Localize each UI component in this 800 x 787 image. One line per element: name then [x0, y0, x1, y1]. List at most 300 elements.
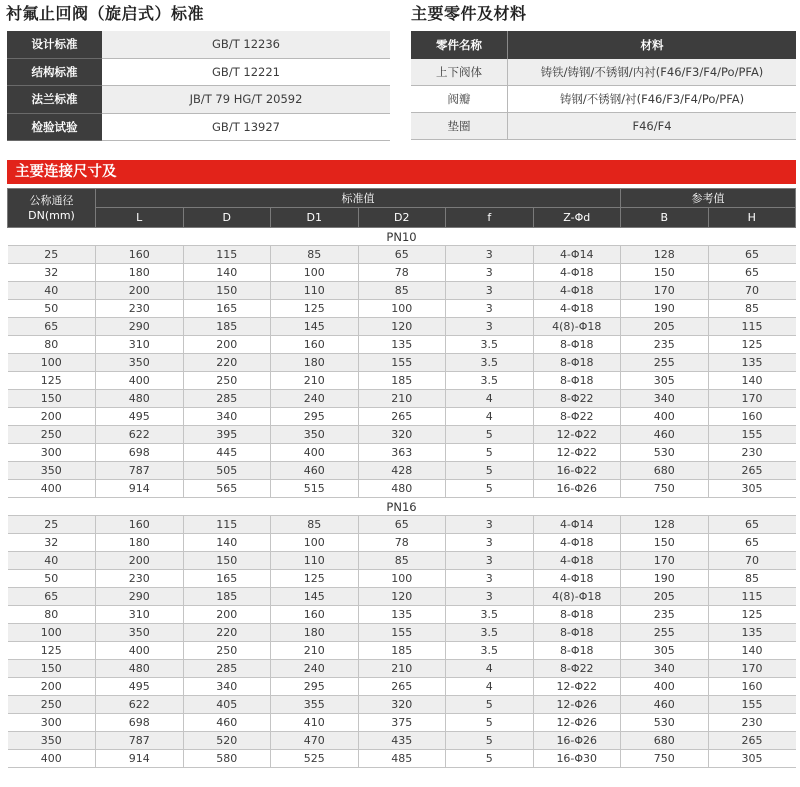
table-cell: 230	[708, 444, 796, 462]
table-cell: 4-Φ18	[533, 282, 621, 300]
table-cell: 8-Φ18	[533, 372, 621, 390]
table-cell: 165	[183, 300, 271, 318]
table-cell: 32	[8, 534, 96, 552]
table-row	[8, 516, 796, 534]
table-row	[8, 426, 796, 444]
table-cell: 230	[96, 570, 184, 588]
table-row	[8, 750, 796, 768]
table-cell: 295	[271, 678, 359, 696]
table-cell: 65	[8, 588, 96, 606]
table-cell: 750	[621, 750, 709, 768]
table-cell: 12-Φ22	[533, 426, 621, 444]
table-row	[8, 660, 796, 678]
ref-group-header: 参考值	[621, 189, 796, 208]
table-cell: 8-Φ22	[533, 660, 621, 678]
table-cell: 135	[358, 336, 446, 354]
standards-title: 衬氟止回阀（旋启式）标准	[6, 4, 205, 23]
standards-row	[7, 31, 390, 58]
table-cell: 12-Φ22	[533, 678, 621, 696]
table-cell: 4	[446, 678, 534, 696]
table-cell: 150	[8, 660, 96, 678]
table-cell: 265	[708, 462, 796, 480]
table-cell: 135	[708, 354, 796, 372]
table-cell: 65	[708, 534, 796, 552]
table-cell: 250	[183, 372, 271, 390]
table-cell: 355	[271, 696, 359, 714]
table-cell: 295	[271, 408, 359, 426]
table-cell: 160	[708, 408, 796, 426]
table-row	[8, 390, 796, 408]
table-cell: 5	[446, 696, 534, 714]
col-header-D: D	[183, 208, 271, 228]
dn-header	[8, 189, 96, 228]
col-header-f: f	[446, 208, 534, 228]
table-cell: 12-Φ26	[533, 714, 621, 732]
table-cell: 100	[358, 300, 446, 318]
table-cell: 622	[96, 426, 184, 444]
table-cell: 85	[708, 300, 796, 318]
table-cell: 155	[708, 696, 796, 714]
table-row	[8, 336, 796, 354]
table-cell: 155	[358, 354, 446, 372]
table-cell: 200	[8, 678, 96, 696]
table-row	[8, 534, 796, 552]
table-cell: 435	[358, 732, 446, 750]
table-cell: 8-Φ22	[533, 390, 621, 408]
table-cell: 85	[708, 570, 796, 588]
standard-value: GB/T 12221	[102, 58, 390, 86]
table-cell: 145	[271, 588, 359, 606]
standard-label: 检验试验	[7, 113, 102, 141]
table-cell: 230	[708, 714, 796, 732]
table-cell: 165	[183, 570, 271, 588]
table-cell: 185	[183, 318, 271, 336]
table-cell: 460	[621, 426, 709, 444]
table-cell: 340	[183, 678, 271, 696]
table-cell: 160	[96, 516, 184, 534]
table-cell: 3	[446, 534, 534, 552]
standard-label: 设计标准	[7, 31, 102, 58]
table-cell: 128	[621, 516, 709, 534]
table-cell: 5	[446, 480, 534, 498]
table-row	[8, 408, 796, 426]
table-cell: 16-Φ30	[533, 750, 621, 768]
standard-label: 法兰标准	[7, 86, 102, 114]
table-cell: 200	[183, 336, 271, 354]
parts-title: 主要零件及材料	[411, 4, 527, 23]
table-cell: 4	[446, 408, 534, 426]
table-cell: 160	[708, 678, 796, 696]
table-row	[8, 444, 796, 462]
table-cell: 115	[183, 516, 271, 534]
parts-row	[411, 59, 796, 86]
table-cell: 914	[96, 480, 184, 498]
table-cell: 220	[183, 354, 271, 372]
table-cell: 12-Φ26	[533, 696, 621, 714]
table-cell: 5	[446, 444, 534, 462]
table-cell: 250	[183, 642, 271, 660]
table-cell: 515	[271, 480, 359, 498]
table-cell: 495	[96, 678, 184, 696]
table-cell: 485	[358, 750, 446, 768]
parts-header-part: 零件名称	[411, 31, 508, 59]
table-cell: 405	[183, 696, 271, 714]
table-cell: 150	[183, 552, 271, 570]
table-cell: 4-Φ14	[533, 246, 621, 264]
table-cell: 200	[96, 552, 184, 570]
table-cell: 180	[96, 264, 184, 282]
table-cell: 350	[8, 462, 96, 480]
table-cell: 305	[621, 642, 709, 660]
table-cell: 300	[8, 714, 96, 732]
table-cell: 525	[271, 750, 359, 768]
standard-label: 结构标准	[7, 58, 102, 86]
table-cell: 340	[621, 660, 709, 678]
table-cell: 65	[708, 264, 796, 282]
table-cell: 16-Φ22	[533, 462, 621, 480]
table-cell: 4-Φ18	[533, 264, 621, 282]
table-row	[8, 318, 796, 336]
table-cell: 180	[271, 624, 359, 642]
table-row	[8, 480, 796, 498]
col-header-H: H	[708, 208, 796, 228]
col-header-B: B	[621, 208, 709, 228]
table-cell: 530	[621, 714, 709, 732]
table-cell: 160	[271, 336, 359, 354]
table-cell: 265	[358, 678, 446, 696]
table-cell: 310	[96, 606, 184, 624]
table-cell: 5	[446, 714, 534, 732]
standard-value: GB/T 13927	[102, 113, 390, 141]
table-cell: 100	[8, 354, 96, 372]
table-cell: 170	[621, 282, 709, 300]
table-cell: 210	[358, 390, 446, 408]
table-cell: 185	[183, 588, 271, 606]
table-cell: 375	[358, 714, 446, 732]
table-cell: 3.5	[446, 372, 534, 390]
part-name: 上下阀体	[411, 59, 508, 86]
table-cell: 4-Φ14	[533, 516, 621, 534]
table-cell: 85	[271, 246, 359, 264]
table-cell: 78	[358, 264, 446, 282]
table-cell: 210	[358, 660, 446, 678]
table-cell: 65	[708, 246, 796, 264]
table-cell: 128	[621, 246, 709, 264]
standard-value: GB/T 12236	[102, 31, 390, 58]
table-cell: 25	[8, 516, 96, 534]
table-row	[8, 282, 796, 300]
table-row	[8, 264, 796, 282]
dimensions-header-row	[8, 189, 796, 208]
table-cell: 505	[183, 462, 271, 480]
table-cell: 125	[8, 372, 96, 390]
table-cell: 5	[446, 462, 534, 480]
part-name: 阀瓣	[411, 86, 508, 113]
table-cell: 350	[96, 354, 184, 372]
table-cell: 210	[271, 372, 359, 390]
table-cell: 8-Φ18	[533, 606, 621, 624]
table-cell: 100	[8, 624, 96, 642]
table-cell: 150	[621, 534, 709, 552]
table-cell: 460	[621, 696, 709, 714]
table-cell: 5	[446, 426, 534, 444]
table-cell: 155	[358, 624, 446, 642]
table-cell: 787	[96, 462, 184, 480]
dimensions-subheader-row	[8, 208, 796, 228]
table-cell: 135	[708, 624, 796, 642]
table-cell: 4(8)-Φ18	[533, 588, 621, 606]
table-cell: 3	[446, 516, 534, 534]
table-cell: 78	[358, 534, 446, 552]
table-cell: 155	[708, 426, 796, 444]
table-cell: 255	[621, 624, 709, 642]
table-cell: 140	[708, 642, 796, 660]
table-cell: 3	[446, 282, 534, 300]
std-group-header: 标准值	[96, 189, 621, 208]
table-cell: 400	[96, 372, 184, 390]
table-cell: 220	[183, 624, 271, 642]
table-cell: 787	[96, 732, 184, 750]
parts-row	[411, 86, 796, 113]
table-cell: 235	[621, 336, 709, 354]
table-cell: 4-Φ18	[533, 570, 621, 588]
table-cell: 290	[96, 588, 184, 606]
table-row	[8, 570, 796, 588]
table-row	[8, 354, 796, 372]
table-cell: 4	[446, 660, 534, 678]
table-cell: 190	[621, 300, 709, 318]
table-cell: 115	[708, 318, 796, 336]
table-cell: 3.5	[446, 336, 534, 354]
table-row	[8, 300, 796, 318]
table-row	[8, 714, 796, 732]
table-cell: 110	[271, 552, 359, 570]
table-cell: 400	[96, 642, 184, 660]
table-cell: 135	[358, 606, 446, 624]
table-row	[8, 624, 796, 642]
standard-value: JB/T 79 HG/T 20592	[102, 86, 390, 114]
table-cell: 480	[358, 480, 446, 498]
table-cell: 50	[8, 570, 96, 588]
table-cell: 320	[358, 426, 446, 444]
table-cell: 250	[8, 426, 96, 444]
standards-row	[7, 86, 390, 114]
table-cell: 150	[8, 390, 96, 408]
table-cell: 185	[358, 372, 446, 390]
pressure-group-row	[8, 498, 796, 516]
table-cell: 285	[183, 660, 271, 678]
table-cell: 340	[621, 390, 709, 408]
table-cell: 250	[8, 696, 96, 714]
table-cell: 460	[183, 714, 271, 732]
table-cell: 290	[96, 318, 184, 336]
part-material: F46/F4	[508, 113, 797, 140]
table-cell: 210	[271, 642, 359, 660]
table-cell: 180	[96, 534, 184, 552]
col-header-D1: D1	[271, 208, 359, 228]
standards-row	[7, 58, 390, 86]
table-cell: 100	[358, 570, 446, 588]
table-cell: 235	[621, 606, 709, 624]
table-cell: 340	[183, 408, 271, 426]
table-cell: 145	[271, 318, 359, 336]
table-cell: 50	[8, 300, 96, 318]
table-cell: 460	[271, 462, 359, 480]
parts-row	[411, 113, 796, 140]
table-cell: 3	[446, 264, 534, 282]
table-row	[8, 372, 796, 390]
table-cell: 4-Φ18	[533, 300, 621, 318]
table-cell: 150	[621, 264, 709, 282]
table-row	[8, 462, 796, 480]
standards-row	[7, 113, 390, 141]
col-header-D2: D2	[358, 208, 446, 228]
table-cell: 125	[708, 336, 796, 354]
table-cell: 470	[271, 732, 359, 750]
table-cell: 580	[183, 750, 271, 768]
table-cell: 70	[708, 552, 796, 570]
table-cell: 25	[8, 246, 96, 264]
table-cell: 8-Φ22	[533, 408, 621, 426]
table-row	[8, 732, 796, 750]
table-cell: 3.5	[446, 642, 534, 660]
table-cell: 32	[8, 264, 96, 282]
table-cell: 100	[271, 264, 359, 282]
table-cell: 140	[708, 372, 796, 390]
dn-header-unit: DN(mm)	[28, 209, 75, 222]
table-cell: 85	[271, 516, 359, 534]
parts-header-row	[411, 31, 796, 59]
table-cell: 300	[8, 444, 96, 462]
table-cell: 3	[446, 588, 534, 606]
table-cell: 185	[358, 642, 446, 660]
table-cell: 363	[358, 444, 446, 462]
table-cell: 3.5	[446, 624, 534, 642]
table-cell: 205	[621, 318, 709, 336]
table-cell: 16-Φ26	[533, 480, 621, 498]
table-cell: 160	[271, 606, 359, 624]
table-cell: 85	[358, 552, 446, 570]
table-cell: 285	[183, 390, 271, 408]
table-cell: 680	[621, 732, 709, 750]
table-cell: 230	[96, 300, 184, 318]
table-row	[8, 246, 796, 264]
table-cell: 170	[708, 390, 796, 408]
table-cell: 914	[96, 750, 184, 768]
table-cell: 70	[708, 282, 796, 300]
table-cell: 125	[8, 642, 96, 660]
standards-table	[7, 31, 390, 141]
table-cell: 40	[8, 552, 96, 570]
table-cell: 170	[708, 660, 796, 678]
table-cell: 240	[271, 660, 359, 678]
table-cell: 698	[96, 714, 184, 732]
table-cell: 8-Φ18	[533, 642, 621, 660]
table-cell: 5	[446, 750, 534, 768]
table-cell: 305	[708, 480, 796, 498]
table-cell: 100	[271, 534, 359, 552]
table-cell: 4(8)-Φ18	[533, 318, 621, 336]
table-cell: 115	[708, 588, 796, 606]
table-cell: 140	[183, 264, 271, 282]
table-cell: 125	[271, 300, 359, 318]
table-cell: 65	[8, 318, 96, 336]
table-cell: 400	[621, 408, 709, 426]
table-cell: 40	[8, 282, 96, 300]
pressure-group-row	[8, 228, 796, 246]
table-cell: 115	[183, 246, 271, 264]
table-cell: 265	[708, 732, 796, 750]
table-cell: 3	[446, 552, 534, 570]
table-cell: 445	[183, 444, 271, 462]
table-cell: 480	[96, 660, 184, 678]
dimensions-banner: 主要连接尺寸及	[7, 160, 796, 184]
part-material: 铸钢/不锈钢/衬(F46/F3/F4/Po/PFA)	[508, 86, 797, 113]
table-cell: 85	[358, 282, 446, 300]
table-cell: 5	[446, 732, 534, 750]
table-cell: 3.5	[446, 354, 534, 372]
table-cell: 320	[358, 696, 446, 714]
table-cell: 3	[446, 318, 534, 336]
pressure-group-label: PN10	[8, 228, 796, 246]
table-cell: 16-Φ26	[533, 732, 621, 750]
table-cell: 190	[621, 570, 709, 588]
table-cell: 3	[446, 300, 534, 318]
parts-table	[411, 31, 796, 140]
table-cell: 255	[621, 354, 709, 372]
table-cell: 65	[358, 246, 446, 264]
table-cell: 3	[446, 570, 534, 588]
col-header-L: L	[96, 208, 184, 228]
table-cell: 305	[621, 372, 709, 390]
table-cell: 120	[358, 318, 446, 336]
table-cell: 350	[96, 624, 184, 642]
table-cell: 65	[358, 516, 446, 534]
col-header-z-d: Z-Φd	[533, 208, 621, 228]
table-cell: 180	[271, 354, 359, 372]
table-cell: 480	[96, 390, 184, 408]
table-cell: 750	[621, 480, 709, 498]
table-cell: 125	[271, 570, 359, 588]
table-row	[8, 678, 796, 696]
table-cell: 140	[183, 534, 271, 552]
table-cell: 205	[621, 588, 709, 606]
table-cell: 350	[8, 732, 96, 750]
table-row	[8, 552, 796, 570]
part-material: 铸铁/铸钢/不锈钢/内衬(F46/F3/F4/Po/PFA)	[508, 59, 797, 86]
table-cell: 160	[96, 246, 184, 264]
table-cell: 530	[621, 444, 709, 462]
table-row	[8, 642, 796, 660]
table-cell: 200	[183, 606, 271, 624]
table-cell: 622	[96, 696, 184, 714]
table-cell: 110	[271, 282, 359, 300]
table-cell: 680	[621, 462, 709, 480]
table-cell: 80	[8, 606, 96, 624]
dimensions-table	[7, 188, 796, 768]
table-cell: 400	[621, 678, 709, 696]
parts-header-material: 材料	[508, 31, 797, 59]
table-cell: 80	[8, 336, 96, 354]
table-cell: 350	[271, 426, 359, 444]
table-cell: 265	[358, 408, 446, 426]
table-cell: 3.5	[446, 606, 534, 624]
table-row	[8, 606, 796, 624]
table-cell: 310	[96, 336, 184, 354]
table-cell: 520	[183, 732, 271, 750]
table-cell: 12-Φ22	[533, 444, 621, 462]
part-name: 垫圈	[411, 113, 508, 140]
